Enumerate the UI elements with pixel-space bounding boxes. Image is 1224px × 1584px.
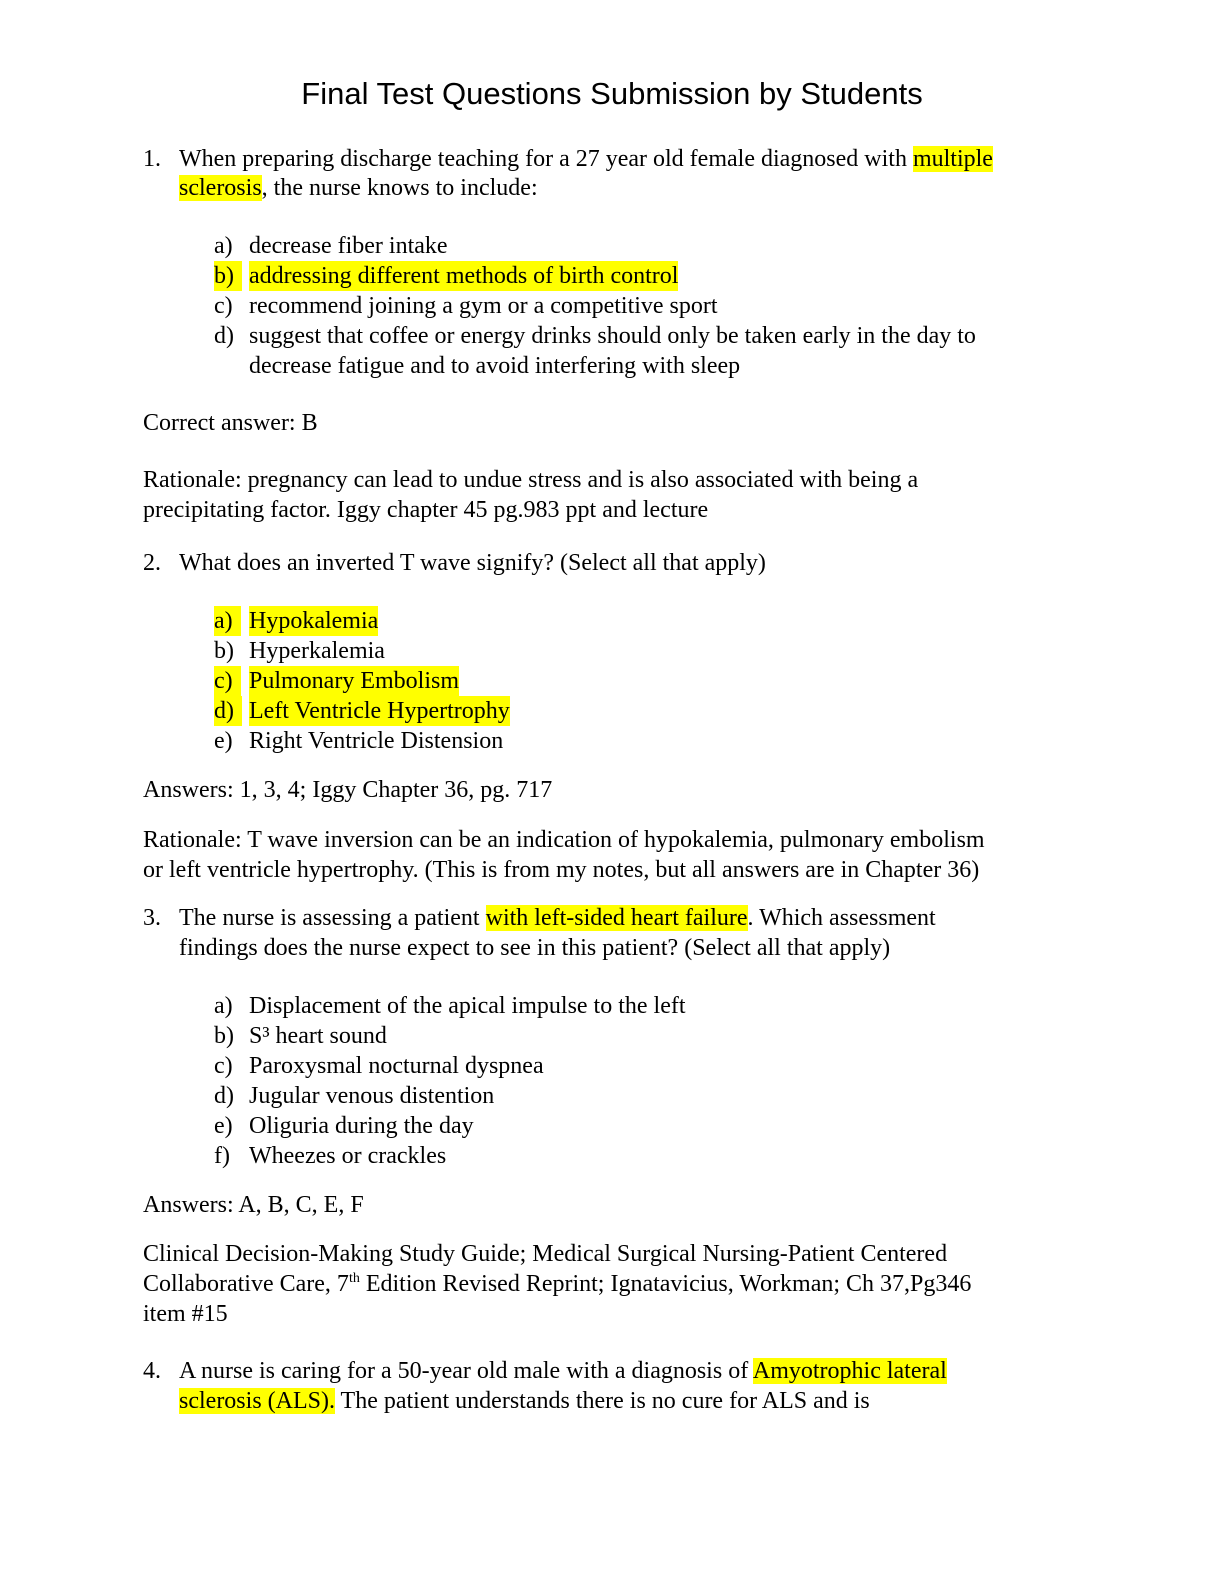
answers: Answers: 1, 3, 4; Iggy Chapter 36, pg. 717 (143, 777, 553, 803)
option-a: a) Displacement of the apical impulse to the left (214, 993, 686, 1019)
rationale-cont: precipitating factor. Iggy chapter 45 pg.983 ppt and lecture (143, 497, 709, 523)
question-stem-cont: findings does the nurse expect to see in this patient? (Select all that apply) (179, 935, 891, 961)
reference-cont: item #15 (143, 1301, 228, 1327)
option-d-cont: decrease fatigue and to avoid interfering with sleep (249, 353, 741, 379)
question-stem: The nurse is assessing a patient with left-sided heart failure. Which assessment (179, 905, 936, 931)
correct-answer: Correct answer: B (143, 410, 318, 436)
option-e: e) Oliguria during the day (214, 1113, 474, 1139)
option-d: d) Jugular venous distention (214, 1083, 495, 1109)
reference-cont: Collaborative Care, 7th Edition Revised Reprint; Ignatavicius, Workman; Ch 37,Pg346 (143, 1271, 972, 1297)
option-b: b) S³ heart sound (214, 1023, 387, 1049)
question-stem: What does an inverted T wave signify? (Select all that apply) (179, 550, 766, 576)
question-number: 4. (143, 1358, 161, 1384)
highlighted-term: Amyotrophic lateral (752, 1358, 947, 1384)
option-b: b) Hyperkalemia (214, 638, 385, 664)
rationale: Rationale: pregnancy can lead to undue stress and is also associated with being a (143, 467, 919, 493)
highlighted-term: sclerosis (179, 175, 262, 201)
question-stem-cont: sclerosis (ALS). The patient understands there is no cure for ALS and is (179, 1388, 870, 1414)
rationale-cont: or left ventricle hypertrophy. (This is from my notes, but all answers are in Chapter 36) (143, 857, 980, 883)
highlighted-term: sclerosis (ALS). (179, 1388, 335, 1414)
question-stem-cont: sclerosis, the nurse knows to include: (179, 175, 538, 201)
option-c: c) recommend joining a gym or a competitive sport (214, 293, 718, 319)
option-a: a) decrease fiber intake (214, 233, 448, 259)
question-number: 2. (143, 550, 161, 576)
option-f: f) Wheezes or crackles (214, 1143, 447, 1169)
option-b: b) addressing different methods of birth control (214, 263, 679, 289)
question-stem: A nurse is caring for a 50-year old male with a diagnosis of Amyotrophic lateral (179, 1358, 947, 1384)
highlighted-term: multiple (912, 146, 993, 172)
option-e: e) Right Ventricle Distension (214, 728, 504, 754)
question-number: 1. (143, 146, 161, 172)
answers: Answers: A, B, C, E, F (143, 1192, 364, 1218)
option-c: c) Paroxysmal nocturnal dyspnea (214, 1053, 544, 1079)
highlighted-term: with left-sided heart failure (485, 905, 748, 931)
option-c: c) Pulmonary Embolism (214, 668, 459, 694)
reference: Clinical Decision-Making Study Guide; Medical Surgical Nursing-Patient Centered (143, 1241, 948, 1267)
rationale: Rationale: T wave inversion can be an indication of hypokalemia, pulmonary embolism (143, 827, 985, 853)
page-title: Final Test Questions Submission by Students (301, 76, 923, 111)
option-d: d) suggest that coffee or energy drinks should only be taken early in the day to (214, 323, 976, 349)
option-a: a) Hypokalemia (214, 608, 379, 634)
question-stem: When preparing discharge teaching for a 27 year old female diagnosed with multiple (179, 146, 993, 172)
question-number: 3. (143, 905, 161, 931)
option-d: d) Left Ventricle Hypertrophy (214, 698, 510, 724)
